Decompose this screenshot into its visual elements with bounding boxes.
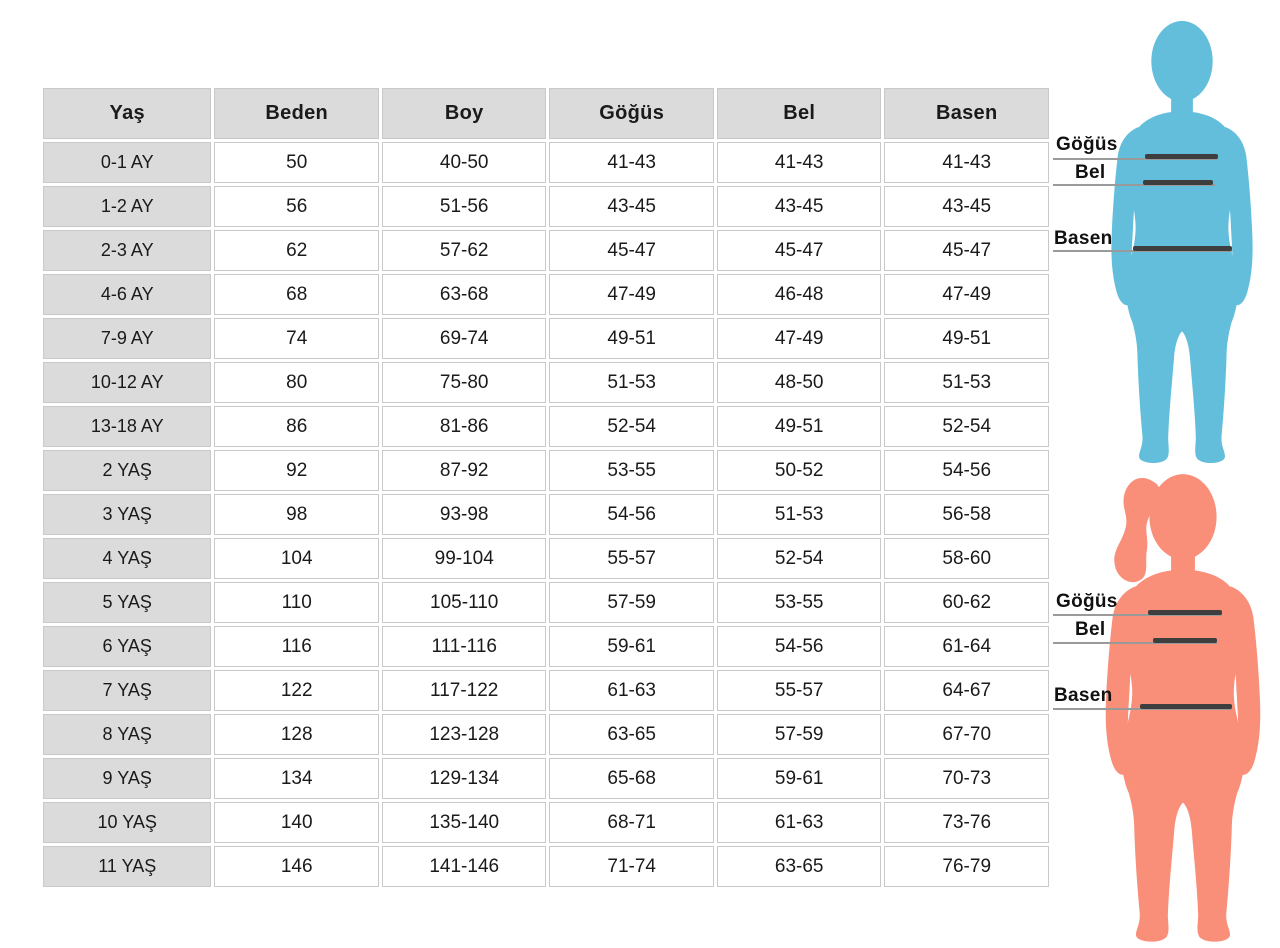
value-cell: 60-62 bbox=[884, 582, 1049, 623]
size-table-header bbox=[43, 88, 1049, 139]
value-cell: 63-68 bbox=[382, 274, 547, 315]
age-cell: 7-9 AY bbox=[43, 318, 211, 359]
value-cell: 57-59 bbox=[549, 582, 714, 623]
value-cell: 49-51 bbox=[717, 406, 882, 447]
value-cell: 52-54 bbox=[549, 406, 714, 447]
table-row bbox=[43, 714, 1049, 755]
table-row bbox=[43, 186, 1049, 227]
table-row bbox=[43, 142, 1049, 183]
value-cell: 76-79 bbox=[884, 846, 1049, 887]
value-cell: 41-43 bbox=[884, 142, 1049, 183]
girl-chest-label: Göğüs bbox=[1056, 591, 1118, 612]
table-row bbox=[43, 670, 1049, 711]
value-cell: 67-70 bbox=[884, 714, 1049, 755]
value-cell: 80 bbox=[214, 362, 379, 403]
value-cell: 59-61 bbox=[717, 758, 882, 799]
value-cell: 104 bbox=[214, 538, 379, 579]
value-cell: 87-92 bbox=[382, 450, 547, 491]
value-cell: 50-52 bbox=[717, 450, 882, 491]
table-row bbox=[43, 406, 1049, 447]
table-row bbox=[43, 318, 1049, 359]
value-cell: 105-110 bbox=[382, 582, 547, 623]
value-cell: 57-59 bbox=[717, 714, 882, 755]
value-cell: 141-146 bbox=[382, 846, 547, 887]
age-cell: 1-2 AY bbox=[43, 186, 211, 227]
value-cell: 92 bbox=[214, 450, 379, 491]
value-cell: 116 bbox=[214, 626, 379, 667]
value-cell: 41-43 bbox=[717, 142, 882, 183]
value-cell: 111-116 bbox=[382, 626, 547, 667]
value-cell: 59-61 bbox=[549, 626, 714, 667]
value-cell: 45-47 bbox=[549, 230, 714, 271]
column-header-height: Boy bbox=[382, 88, 547, 139]
value-cell: 128 bbox=[214, 714, 379, 755]
value-cell: 51-53 bbox=[717, 494, 882, 535]
value-cell: 61-63 bbox=[717, 802, 882, 843]
value-cell: 61-63 bbox=[549, 670, 714, 711]
value-cell: 54-56 bbox=[884, 450, 1049, 491]
value-cell: 47-49 bbox=[717, 318, 882, 359]
child-waist-measure-line bbox=[1143, 180, 1213, 185]
value-cell: 52-54 bbox=[884, 406, 1049, 447]
value-cell: 62 bbox=[214, 230, 379, 271]
child-body-icon bbox=[1088, 17, 1276, 469]
value-cell: 40-50 bbox=[382, 142, 547, 183]
value-cell: 61-64 bbox=[884, 626, 1049, 667]
table-row bbox=[43, 626, 1049, 667]
table-row bbox=[43, 538, 1049, 579]
value-cell: 47-49 bbox=[884, 274, 1049, 315]
value-cell: 110 bbox=[214, 582, 379, 623]
table-row bbox=[43, 362, 1049, 403]
age-cell: 6 YAŞ bbox=[43, 626, 211, 667]
girl-hip-label: Basen bbox=[1054, 685, 1113, 706]
child-figure-silhouette bbox=[1088, 17, 1276, 469]
value-cell: 48-50 bbox=[717, 362, 882, 403]
value-cell: 51-53 bbox=[549, 362, 714, 403]
column-header-hip: Basen bbox=[884, 88, 1049, 139]
size-table-body bbox=[43, 142, 1049, 887]
value-cell: 98 bbox=[214, 494, 379, 535]
value-cell: 43-45 bbox=[884, 186, 1049, 227]
age-cell: 10-12 AY bbox=[43, 362, 211, 403]
value-cell: 68 bbox=[214, 274, 379, 315]
table-row bbox=[43, 494, 1049, 535]
age-cell: 2 YAŞ bbox=[43, 450, 211, 491]
table-row bbox=[43, 582, 1049, 623]
child-hip-label: Basen bbox=[1054, 228, 1113, 249]
value-cell: 81-86 bbox=[382, 406, 547, 447]
child-hip-measure-line bbox=[1133, 246, 1232, 251]
value-cell: 45-47 bbox=[717, 230, 882, 271]
value-cell: 52-54 bbox=[717, 538, 882, 579]
age-cell: 13-18 AY bbox=[43, 406, 211, 447]
value-cell: 41-43 bbox=[549, 142, 714, 183]
value-cell: 56-58 bbox=[884, 494, 1049, 535]
value-cell: 68-71 bbox=[549, 802, 714, 843]
value-cell: 51-56 bbox=[382, 186, 547, 227]
table-row bbox=[43, 450, 1049, 491]
value-cell: 49-51 bbox=[549, 318, 714, 359]
age-cell: 3 YAŞ bbox=[43, 494, 211, 535]
girl-waist-label: Bel bbox=[1075, 619, 1106, 640]
value-cell: 49-51 bbox=[884, 318, 1049, 359]
column-header-age: Yaş bbox=[43, 88, 211, 139]
value-cell: 140 bbox=[214, 802, 379, 843]
value-cell: 75-80 bbox=[382, 362, 547, 403]
girl-hip-measure-line bbox=[1140, 704, 1232, 709]
age-cell: 2-3 AY bbox=[43, 230, 211, 271]
size-table-container bbox=[40, 85, 1052, 890]
age-cell: 11 YAŞ bbox=[43, 846, 211, 887]
value-cell: 71-74 bbox=[549, 846, 714, 887]
value-cell: 135-140 bbox=[382, 802, 547, 843]
age-cell: 0-1 AY bbox=[43, 142, 211, 183]
value-cell: 73-76 bbox=[884, 802, 1049, 843]
value-cell: 55-57 bbox=[717, 670, 882, 711]
girl-chest-measure-line bbox=[1148, 610, 1222, 615]
value-cell: 93-98 bbox=[382, 494, 547, 535]
age-cell: 4 YAŞ bbox=[43, 538, 211, 579]
value-cell: 54-56 bbox=[549, 494, 714, 535]
column-header-size: Beden bbox=[214, 88, 379, 139]
value-cell: 57-62 bbox=[382, 230, 547, 271]
value-cell: 46-48 bbox=[717, 274, 882, 315]
value-cell: 74 bbox=[214, 318, 379, 359]
size-table bbox=[40, 85, 1052, 890]
age-cell: 4-6 AY bbox=[43, 274, 211, 315]
value-cell: 69-74 bbox=[382, 318, 547, 359]
girl-waist-measure-line bbox=[1153, 638, 1217, 643]
value-cell: 70-73 bbox=[884, 758, 1049, 799]
age-cell: 5 YAŞ bbox=[43, 582, 211, 623]
value-cell: 43-45 bbox=[717, 186, 882, 227]
child-chest-measure-line bbox=[1145, 154, 1218, 159]
table-row bbox=[43, 274, 1049, 315]
value-cell: 58-60 bbox=[884, 538, 1049, 579]
header-row bbox=[43, 88, 1049, 139]
value-cell: 86 bbox=[214, 406, 379, 447]
value-cell: 55-57 bbox=[549, 538, 714, 579]
child-waist-label: Bel bbox=[1075, 162, 1106, 183]
age-cell: 9 YAŞ bbox=[43, 758, 211, 799]
table-row bbox=[43, 802, 1049, 843]
table-row bbox=[43, 758, 1049, 799]
value-cell: 123-128 bbox=[382, 714, 547, 755]
column-header-chest: Göğüs bbox=[549, 88, 714, 139]
value-cell: 99-104 bbox=[382, 538, 547, 579]
value-cell: 65-68 bbox=[549, 758, 714, 799]
value-cell: 47-49 bbox=[549, 274, 714, 315]
age-cell: 10 YAŞ bbox=[43, 802, 211, 843]
value-cell: 53-55 bbox=[717, 582, 882, 623]
value-cell: 50 bbox=[214, 142, 379, 183]
value-cell: 146 bbox=[214, 846, 379, 887]
value-cell: 122 bbox=[214, 670, 379, 711]
value-cell: 64-67 bbox=[884, 670, 1049, 711]
table-row bbox=[43, 846, 1049, 887]
value-cell: 117-122 bbox=[382, 670, 547, 711]
value-cell: 51-53 bbox=[884, 362, 1049, 403]
value-cell: 56 bbox=[214, 186, 379, 227]
value-cell: 134 bbox=[214, 758, 379, 799]
age-cell: 7 YAŞ bbox=[43, 670, 211, 711]
column-header-waist: Bel bbox=[717, 88, 882, 139]
child-chest-label: Göğüs bbox=[1056, 134, 1118, 155]
value-cell: 63-65 bbox=[717, 846, 882, 887]
value-cell: 45-47 bbox=[884, 230, 1049, 271]
age-cell: 8 YAŞ bbox=[43, 714, 211, 755]
value-cell: 53-55 bbox=[549, 450, 714, 491]
value-cell: 54-56 bbox=[717, 626, 882, 667]
table-row bbox=[43, 230, 1049, 271]
value-cell: 43-45 bbox=[549, 186, 714, 227]
value-cell: 63-65 bbox=[549, 714, 714, 755]
value-cell: 129-134 bbox=[382, 758, 547, 799]
